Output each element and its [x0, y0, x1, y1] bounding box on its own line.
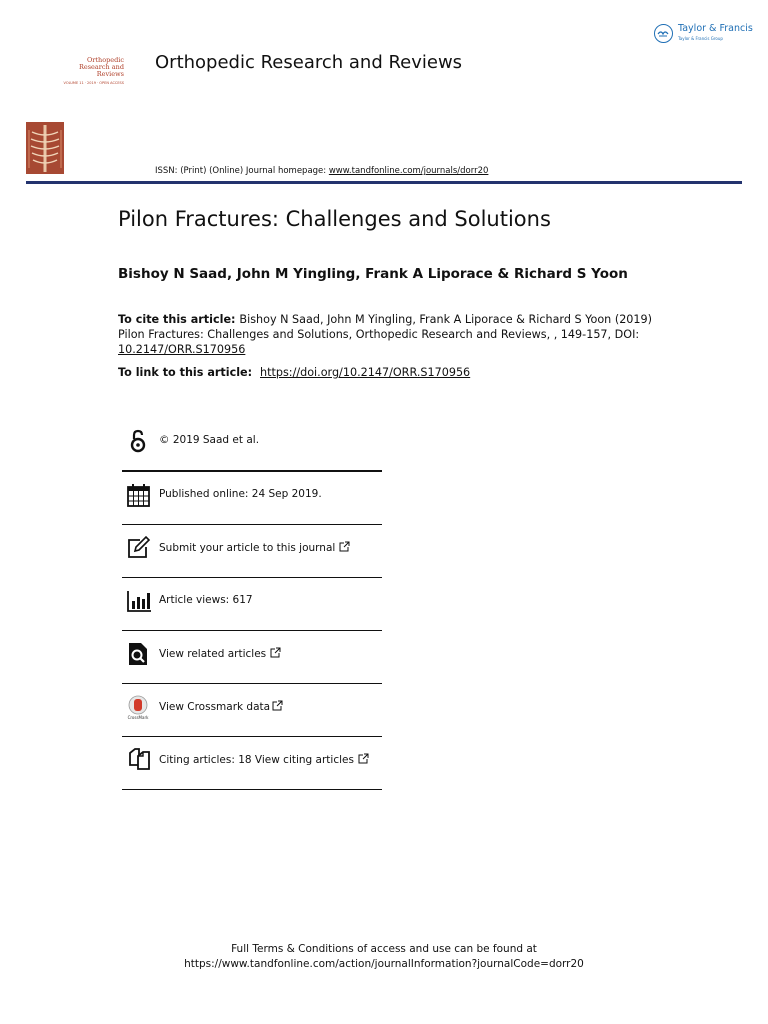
journal-logo-line: Reviews — [96, 70, 124, 78]
header-divider — [26, 181, 742, 184]
submit-article-label: Submit your article to this journal — [159, 542, 336, 554]
related-articles-label: View related articles — [159, 648, 267, 660]
crossmark-icon — [126, 694, 152, 720]
calendar-icon — [126, 482, 152, 508]
article-views: Article views: 617 — [159, 594, 253, 606]
journal-cover-image — [26, 122, 64, 174]
submit-row[interactable] — [122, 525, 382, 578]
citing-row[interactable] — [122, 737, 382, 790]
journal-logo-volume: VOLUME 11 · 2019 · OPEN ACCESS — [63, 81, 124, 85]
copyright-text: © 2019 Saad et al. — [159, 434, 260, 446]
external-link-icon — [358, 753, 369, 767]
article-link-line — [118, 366, 470, 379]
article-title: Pilon Fractures: Challenges and Solutions — [118, 207, 551, 231]
citation-doi-link[interactable]: 10.2147/ORR.S170956 — [118, 343, 246, 356]
views-row — [122, 578, 382, 631]
related-articles-link[interactable] — [159, 647, 281, 661]
crossmark-label: View Crossmark data — [159, 701, 271, 713]
svg-text:CrossMark: CrossMark — [127, 715, 149, 720]
external-link-icon — [339, 541, 350, 555]
citing-documents-icon — [126, 747, 152, 773]
terms-footer — [0, 942, 768, 972]
publisher-name: Taylor & Francis — [678, 23, 753, 34]
journal-logo — [52, 57, 124, 91]
published-date: Published online: 24 Sep 2019. — [159, 488, 322, 500]
article-info-panel — [122, 418, 382, 790]
open-access-icon — [126, 428, 152, 454]
citation-block — [118, 312, 658, 357]
article-doi-link[interactable]: https://doi.org/10.2147/ORR.S170956 — [260, 366, 471, 379]
copyright-row — [122, 418, 382, 472]
publisher-emblem-icon — [654, 24, 673, 43]
published-row — [122, 472, 382, 525]
bar-chart-icon — [126, 588, 152, 614]
issn-text: ISSN: (Print) (Online) Journal homepage: — [155, 166, 329, 176]
terms-link[interactable]: https://www.tandfonline.com/action/journalInformation?journalCode=dorr20 — [184, 958, 584, 970]
edit-icon — [126, 535, 152, 561]
document-search-icon — [126, 641, 152, 667]
citation-text: Bishoy N Saad, John M Yingling, Frank A Liporace & Richard S Yoon (2019) Pilon Fractures: Challenges and Solutions, Orthopedic Research and Reviews, , 149-157, DOI: — [118, 313, 653, 341]
journal-logo-line: Research and — [78, 63, 124, 71]
journal-homepage-link[interactable]: www.tandfonline.com/journals/dorr20 — [328, 166, 489, 176]
citation-label: To cite this article: — [118, 313, 240, 326]
journal-title: Orthopedic Research and Reviews — [155, 52, 463, 73]
journal-logo-line: Orthopedic — [86, 56, 124, 64]
article-authors: Bishoy N Saad, John M Yingling, Frank A Liporace & Richard S Yoon — [118, 266, 628, 282]
article-link-label: To link to this article: — [118, 366, 256, 379]
terms-line: Full Terms & Conditions of access and use can be found at — [231, 943, 537, 955]
external-link-icon — [272, 700, 283, 714]
issn-line — [155, 166, 488, 176]
publisher-logo[interactable] — [654, 22, 753, 48]
crossmark-link[interactable] — [159, 700, 283, 714]
citing-articles-link[interactable] — [159, 753, 369, 767]
related-row[interactable] — [122, 631, 382, 684]
citing-articles-label: Citing articles: 18 View citing articles — [159, 754, 354, 766]
external-link-icon — [270, 647, 281, 661]
crossmark-row[interactable] — [122, 684, 382, 737]
submit-article-link[interactable] — [159, 541, 350, 555]
publisher-group: Taylor & Francis Group — [678, 36, 723, 41]
